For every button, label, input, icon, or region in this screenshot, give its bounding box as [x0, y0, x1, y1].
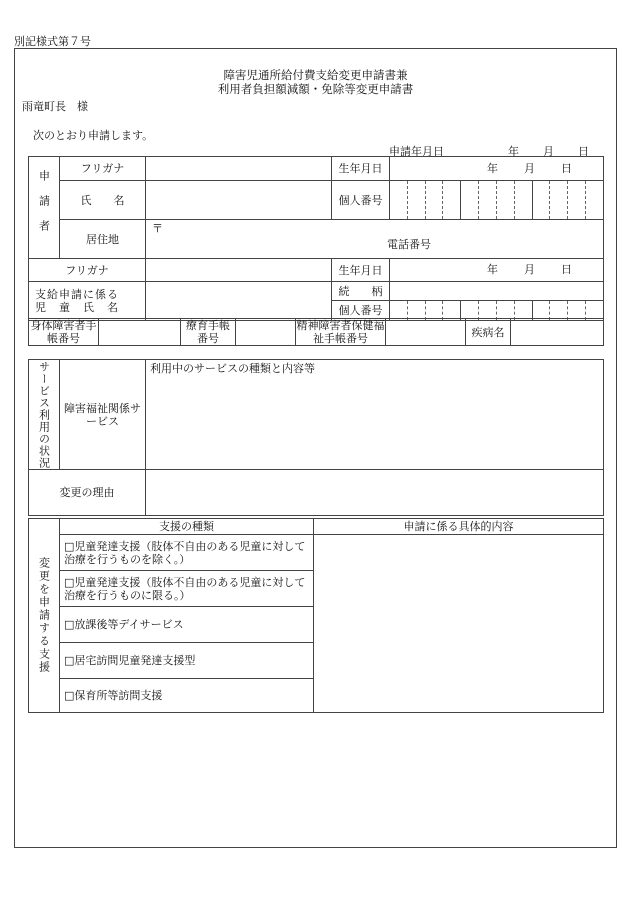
addressee: 雨竜町長 様	[22, 100, 88, 113]
support-option-5[interactable]: □保育所等訪問支援	[60, 679, 314, 713]
applicant-id-field[interactable]	[390, 181, 604, 220]
support-content-header: 申請に係る具体的内容	[314, 519, 604, 535]
child-birth-day: 日	[561, 263, 572, 276]
application-date-year: 年	[508, 145, 519, 158]
mental-certificate-label: 精神障害者保健福祉手帳番号	[296, 319, 385, 345]
application-date-label: 申請年月日	[389, 145, 444, 158]
applicant-name-field[interactable]	[146, 181, 332, 220]
mental-certificate-field[interactable]	[386, 319, 466, 346]
support-option-3[interactable]: □放課後等デイサービス	[60, 607, 314, 643]
rehab-certificate-field[interactable]	[236, 319, 296, 346]
child-furigana-label: フリガナ	[29, 259, 146, 282]
physical-certificate-field[interactable]	[99, 319, 181, 346]
support-option-1[interactable]: □児童発達支援（肢体不自由のある児童に対して治療を行うものを除く。）	[60, 535, 314, 571]
child-birth-label: 生年月日	[332, 259, 390, 282]
applicant-birth-month: 月	[524, 162, 535, 175]
child-birth-year: 年	[487, 263, 498, 276]
support-option-4[interactable]: □居宅訪問児童発達支援型	[60, 643, 314, 679]
disease-field[interactable]	[511, 319, 604, 346]
applicant-name-label: 氏 名	[60, 181, 146, 220]
service-in-use-field[interactable]	[146, 360, 604, 470]
change-reason-label: 変更の理由	[29, 470, 146, 516]
change-support-table	[28, 518, 604, 713]
support-option-2[interactable]: □児童発達支援（肢体不自由のある児童に対して治療を行うものに限る。）	[60, 571, 314, 607]
applicant-furigana-field[interactable]	[146, 157, 332, 181]
child-id-label: 個人番号	[332, 301, 390, 321]
applicant-section-label: 申請者	[29, 157, 60, 259]
application-date-day: 日	[578, 145, 589, 158]
applicant-birth-field[interactable]	[390, 157, 604, 181]
service-table	[28, 359, 604, 516]
certificate-table	[28, 318, 604, 346]
child-relation-label: 続 柄	[332, 282, 390, 301]
support-content-field[interactable]	[314, 535, 604, 713]
intro-text: 次のとおり申請します。	[33, 129, 154, 142]
change-reason-field[interactable]	[146, 470, 604, 516]
service-in-use-label: 利用中のサービスの種類と内容等	[150, 362, 315, 375]
change-section-label: 変更を申請する支援	[29, 519, 60, 713]
applicant-birth-label: 生年月日	[332, 157, 390, 181]
child-birth-field[interactable]	[390, 259, 604, 282]
physical-certificate-label: 身体障害者手帳番号	[30, 319, 97, 345]
child-name-field[interactable]	[146, 282, 332, 321]
applicant-address-label: 居住地	[60, 220, 146, 259]
child-relation-field[interactable]	[390, 282, 604, 301]
support-type-header: 支援の種類	[60, 519, 314, 535]
child-name-label: 支給申請に係る 児 童 氏 名	[29, 282, 146, 321]
application-date-month: 月	[543, 145, 554, 158]
form-id: 別記様式第７号	[14, 35, 91, 48]
applicant-furigana-label: フリガナ	[60, 157, 146, 181]
applicant-id-label: 個人番号	[332, 181, 390, 220]
phone-label: 電話番号	[387, 238, 431, 251]
rehab-certificate-label: 療育手帳番号	[181, 319, 236, 346]
form-title-line2: 利用者負担額減額・免除等変更申請書	[217, 82, 414, 96]
postal-mark: 〒	[152, 222, 163, 235]
service-section-label: サービス利用の状況	[29, 360, 60, 470]
form-title-line1: 障害児通所給付費支給変更申請書兼	[223, 68, 408, 82]
disease-label: 疾病名	[466, 319, 511, 346]
applicant-birth-day: 日	[561, 162, 572, 175]
service-category-label: 障害福祉関係サービス	[60, 360, 146, 470]
child-furigana-field[interactable]	[146, 259, 332, 282]
applicant-table	[28, 156, 604, 321]
child-birth-month: 月	[524, 263, 535, 276]
applicant-address-field[interactable]	[146, 220, 604, 259]
applicant-birth-year: 年	[487, 162, 498, 175]
